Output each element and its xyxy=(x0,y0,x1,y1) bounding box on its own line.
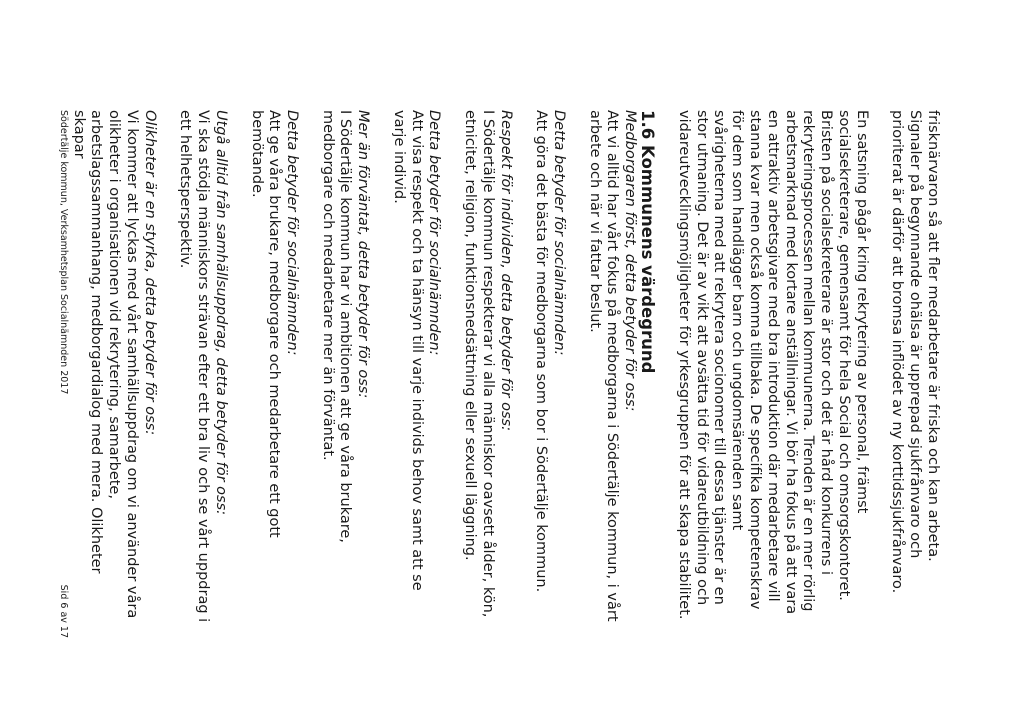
value-text: Vi ska stödja människors strävan efter ett bra liv och se vårt uppdrag i ett helhetsperspektiv. xyxy=(177,110,212,623)
value-block xyxy=(247,110,372,625)
board-text: Att ge våra brukare, medborgare och medarbetare ett gott bemötande. xyxy=(248,110,283,538)
value-block xyxy=(176,110,229,625)
value-block xyxy=(531,110,638,625)
footer-document-title: Södertälje kommun, Verksamhetsplan Socialnämnden 2017 xyxy=(58,110,69,395)
value-title: Respekt för individen, detta betyder för oss: xyxy=(497,110,514,431)
value-title: Medborgaren först, detta betyder för oss: xyxy=(622,110,639,412)
recruitment-paragraph: En satsning pågår kring rekrytering av personal, främst socialsekreterare, gemensamt för hela Social och omsorgskontoret. Bristen på socialsekreterare är stor och det är hård konkurrens i rekryteringsprocessen mellan kommunerna. Trenden är en mer rörlig arbetsmarknad med kortare anställningar. Vi bör ha fokus på att vara en attraktiv arbetsgivare med bra introduktion där medarbetare vill stanna kvar men också komma tillbaka. De specifika kompetenskrav för dem som handlägger barn och ungdomsärenden samt svårigheterna med att rekrytera socionomer till dessa tjänster är en stor utmaning. Det är av vikt att avsätta tid för vidareutbildning och vidareutvecklingsmöjligheter för yrkesgruppen för att skapa stabilitet. xyxy=(675,110,870,620)
board-text: Att göra det bästa för medborgarna som bor i Södertälje kommun. xyxy=(533,110,550,593)
value-text: Att vi alltid har vårt fokus på medborgarna i Södertälje kommun, i vårt arbete och när vi fattar beslut. xyxy=(586,110,621,622)
value-title: Olikheter är en styrka, detta betyder för oss: xyxy=(141,110,158,436)
board-text: Att visa respekt och ta hänsyn till varje individs behov samt att se varje individ. xyxy=(390,110,425,591)
board-title: Detta betyder för socialnämnden: xyxy=(551,110,568,356)
page-footer xyxy=(57,110,69,638)
page-content xyxy=(51,110,941,625)
value-text: I Södertälje kommun har vi ambitionen att ge våra brukare, medborgare och medarbetare mer än förväntat. xyxy=(319,110,354,543)
value-block xyxy=(69,110,158,625)
footer-page-number: Sid 6 av 17 xyxy=(58,584,69,638)
value-text: I Södertälje kommun respekterar vi alla människor oavsett ålder, kön, etnicitet, religion, funktionsnedsättning eller sexuell läggning. xyxy=(462,110,496,618)
intro-paragraph: frisknärvaron så att fler medarbetare är friska och kan arbeta. Signaler på begynnande ohälsa är upprepad sjukfrånvaro och prioriterat är därför att bromsa inflödet av ny korttidssjukfrånvaro. xyxy=(889,110,941,594)
value-title: Mer än förväntat, detta betyder för oss: xyxy=(355,110,372,399)
value-text: Vi kommer att lyckas med vårt samhällsuppdrag om vi använder våra olikheter i organisationen vid rekrytering, samarbete, arbetslagssammanhang, medborgardialog med mera. Olikheter skapar xyxy=(70,110,140,619)
section-heading: 1.6 Kommunens värdegrund xyxy=(638,110,658,374)
value-title: Utgå alltid från samhällsuppdrag, detta betyder för oss: xyxy=(212,110,229,516)
board-title: Detta betyder för socialnämnden: xyxy=(284,110,301,356)
board-title: Detta betyder för socialnämnden: xyxy=(426,110,443,356)
value-block xyxy=(389,110,514,625)
